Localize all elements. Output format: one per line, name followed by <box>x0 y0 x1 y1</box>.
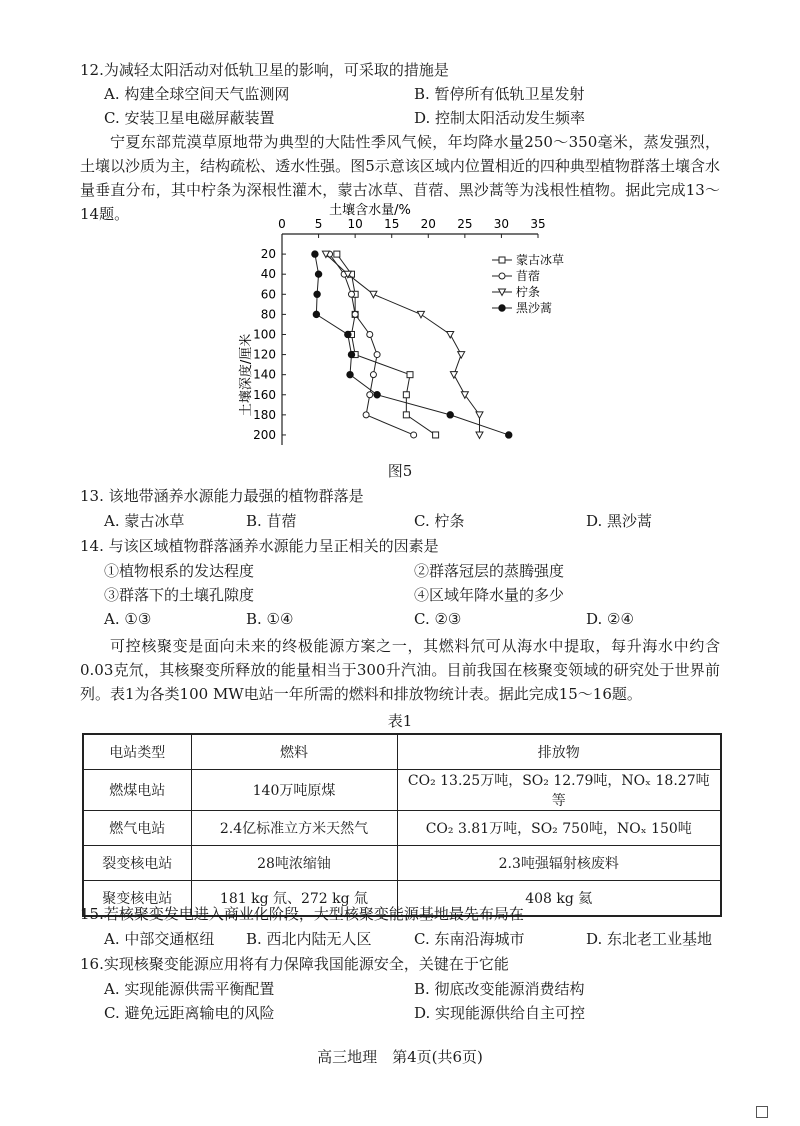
chart-y-ticks <box>253 247 286 442</box>
q14-stem: 14. 与该区域植物群落涵养水源能力呈正相关的因素是 <box>80 537 439 555</box>
q13-stem: 13. 该地带涵养水源能力最强的植物群落是 <box>80 487 364 505</box>
table-cell: CO₂ 13.25万吨，SO₂ 12.79吨，NOₓ 18.27吨等 <box>397 770 721 811</box>
chart-series <box>312 251 512 439</box>
data-point <box>315 271 321 277</box>
passage-desert-steppe: 宁夏东部荒漠草原地带为典型的大陆性季风气候，年均降水量250～350毫米，蒸发强烈，土壤以沙质为主，结构疏松、透水性强。图5示意该区域内位置相近的四种典型植物群落土壤含水量垂直分布，其中柠条为深根性灌木，蒙古冰草、苜蓿、黑沙蒿等为浅根性植物。据此完成13～14题。 <box>80 133 720 223</box>
y-tick-label: 40 <box>260 267 276 282</box>
data-point <box>345 331 351 337</box>
data-point <box>447 412 453 418</box>
data-point <box>334 251 340 257</box>
figure-caption: 图5 <box>387 462 413 480</box>
data-point <box>347 371 353 377</box>
q12-option-c: C. 安装卫星电磁屏蔽装置 <box>104 109 275 127</box>
series-line <box>337 254 436 435</box>
q15-stem: 15.若核聚变发电进入商业化阶段，大型核聚变能源基地最先布局在 <box>80 905 524 923</box>
y-tick-label: 140 <box>253 367 276 382</box>
q12-stem: 12.为减轻太阳活动对低轨卫星的影响，可采取的措施是 <box>80 61 449 79</box>
legend-label: 黑沙蒿 <box>516 301 553 315</box>
q16-stem: 16.实现核聚变能源应用将有力保障我国能源安全，关键在于它能 <box>80 955 509 973</box>
data-point <box>411 432 417 438</box>
series-filled-circle <box>312 251 512 438</box>
table-header-cell: 排放物 <box>397 734 721 770</box>
legend-label: 蒙古冰草 <box>516 253 565 267</box>
q12-option-b: B. 暂停所有低轨卫星发射 <box>414 85 585 103</box>
data-point <box>348 291 354 297</box>
x-tick-label: 20 <box>420 217 436 231</box>
data-point <box>312 251 318 257</box>
table-caption: 表1 <box>387 712 413 730</box>
x-tick-label: 5 <box>314 217 323 231</box>
data-point <box>403 412 409 418</box>
table-header-cell: 燃料 <box>191 734 397 770</box>
data-point <box>433 432 439 438</box>
data-point <box>499 273 505 279</box>
x-tick-label: 35 <box>530 217 546 231</box>
table-cell: 28吨浓缩铀 <box>191 846 397 881</box>
q16-option-a: A. 实现能源供需平衡配置 <box>104 980 275 998</box>
y-tick-label: 200 <box>253 427 276 442</box>
data-point <box>506 432 512 438</box>
data-point <box>499 305 505 311</box>
series-line <box>326 254 480 435</box>
data-point <box>458 352 465 359</box>
chart-x-axis-label: 土壤含水量/% <box>329 203 411 218</box>
data-point <box>499 257 505 263</box>
q13-option-d: D. 黑沙蒿 <box>586 512 653 530</box>
qr-code-icon <box>756 1106 768 1118</box>
table-row <box>83 846 721 881</box>
table-cell: 燃煤电站 <box>83 770 191 811</box>
data-point <box>450 372 457 379</box>
q13-option-c: C. 柠条 <box>414 512 465 530</box>
data-point <box>367 392 373 398</box>
data-point <box>403 392 409 398</box>
data-point <box>374 392 380 398</box>
table-cell: 2.4亿标准立方米天然气 <box>191 811 397 846</box>
q15-option-d: D. 东北老工业基地 <box>586 930 713 948</box>
y-tick-label: 100 <box>253 327 276 342</box>
q15-option-a: A. 中部交通枢纽 <box>104 930 215 948</box>
passage-nuclear-fusion: 可控核聚变是面向未来的终极能源方案之一，其燃料氘可从海水中提取，每升海水中约含0.03克氘，其核聚变所释放的能量相当于300升汽油。目前我国在核聚变领域的研究处于世界前列。表1为各类100 MW电站一年所需的燃料和排放物统计表。据此完成15～16题。 <box>80 637 720 703</box>
x-tick-label: 10 <box>347 217 363 231</box>
q12-option-d: D. 控制太阳活动发生频率 <box>414 109 586 127</box>
q14-option-b: B. ①④ <box>246 610 294 628</box>
x-tick-label: 0 <box>278 217 286 231</box>
y-tick-label: 20 <box>260 247 276 262</box>
y-tick-label: 80 <box>260 307 276 322</box>
q14-item-2: ②群落冠层的蒸腾强度 <box>414 562 565 580</box>
data-point <box>313 311 319 317</box>
q13-option-a: A. 蒙古冰草 <box>104 512 185 530</box>
table-header-cell: 电站类型 <box>83 734 191 770</box>
q15-option-c: C. 东南沿海城市 <box>414 930 525 948</box>
data-point <box>352 311 358 317</box>
data-point <box>407 372 413 378</box>
y-tick-label: 160 <box>253 387 276 402</box>
table-row <box>83 770 721 811</box>
table-cell: 140万吨原煤 <box>191 770 397 811</box>
data-point <box>476 412 483 419</box>
data-point <box>370 372 376 378</box>
table-cell: 聚变核电站 <box>83 881 191 917</box>
q14-option-c: C. ②③ <box>414 610 462 628</box>
q16-option-d: D. 实现能源供给自主可控 <box>414 1004 586 1022</box>
x-tick-label: 30 <box>493 217 510 231</box>
series-line <box>330 254 414 435</box>
q15-option-b: B. 西北内陆无人区 <box>246 930 372 948</box>
q16-option-c: C. 避免远距离输电的风险 <box>104 1004 275 1022</box>
data-point <box>370 291 377 298</box>
table-row <box>83 811 721 846</box>
q14-item-4: ④区域年降水量的多少 <box>414 586 565 604</box>
chart-y-axis-label: 土壤深度/厘米 <box>239 333 254 417</box>
table-header-row <box>83 734 721 770</box>
q13-option-b: B. 苜蓿 <box>246 512 297 530</box>
power-station-table <box>82 733 722 917</box>
data-point <box>374 352 380 358</box>
data-point <box>348 351 354 357</box>
legend-label: 苜蓿 <box>516 269 541 283</box>
table-cell: 燃气电站 <box>83 811 191 846</box>
table-cell: 181 kg 氘、272 kg 氚 <box>191 881 397 917</box>
y-tick-label: 60 <box>260 287 276 302</box>
data-point <box>363 412 369 418</box>
q16-option-b: B. 彻底改变能源消费结构 <box>414 980 585 998</box>
data-point <box>367 331 373 337</box>
x-tick-label: 15 <box>384 217 400 231</box>
q12-option-a: A. 构建全球空间天气监测网 <box>104 85 290 103</box>
chart-x-ticks <box>278 217 545 238</box>
data-point <box>447 331 454 338</box>
data-point <box>476 432 483 439</box>
q14-item-1: ①植物根系的发达程度 <box>104 562 255 580</box>
chart-legend <box>492 252 564 315</box>
y-tick-label: 120 <box>253 347 276 362</box>
soil-moisture-chart <box>230 200 570 460</box>
table-cell: 408 kg 氦 <box>397 881 721 917</box>
table-cell: 裂变核电站 <box>83 846 191 881</box>
page-footer: 高三地理 第4页(共6页) <box>317 1048 483 1066</box>
x-tick-label: 25 <box>457 217 473 231</box>
table-cell: 2.3吨强辐射核废料 <box>397 846 721 881</box>
series-line <box>315 254 509 435</box>
legend-label: 柠条 <box>516 285 541 299</box>
q14-item-3: ③群落下的土壤孔隙度 <box>104 586 255 604</box>
data-point <box>417 311 424 318</box>
y-tick-label: 180 <box>253 407 276 422</box>
table-cell: CO₂ 3.81万吨，SO₂ 750吨，NOₓ 150吨 <box>397 811 721 846</box>
series-circle <box>327 251 417 438</box>
q14-option-a: A. ①③ <box>104 610 152 628</box>
data-point <box>314 291 320 297</box>
q14-option-d: D. ②④ <box>586 610 634 628</box>
